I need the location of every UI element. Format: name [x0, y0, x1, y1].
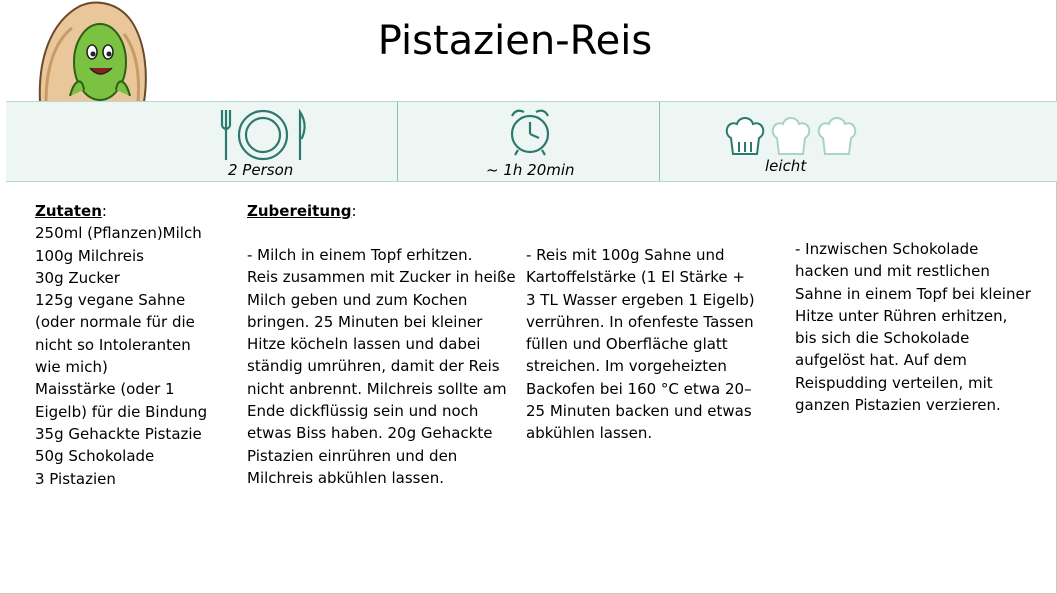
- step-line: verrühren. In ofenfeste Tassen: [526, 312, 754, 331]
- time-label: ~ 1h 20min: [486, 161, 575, 179]
- step-line: Pistazien einrühren und den: [247, 446, 458, 465]
- plate-cutlery-icon: [218, 108, 308, 162]
- step-line: ganzen Pistazien verzieren.: [795, 396, 1001, 415]
- step-line: Reispudding verteilen, mit: [795, 373, 993, 392]
- step-line: etwas Biss haben. 20g Gehackte: [247, 424, 493, 443]
- step-line: 3 TL Wasser ergeben 1 Eigelb): [526, 290, 755, 309]
- step-line: füllen und Oberfläche glatt: [526, 335, 728, 354]
- ingredient-item: 35g Gehackte Pistazie: [35, 424, 202, 443]
- ingredient-item: 30g Zucker: [35, 268, 120, 287]
- divider: [659, 102, 660, 181]
- divider: [397, 102, 398, 181]
- step-line: nicht anbrennt. Milchreis sollte am: [247, 379, 507, 398]
- info-band: [6, 101, 1057, 182]
- step-line: - Milch in einem Topf erhitzen.: [247, 246, 473, 264]
- ingredients-heading: Zutaten:: [35, 202, 107, 220]
- ingredient-item: 3 Pistazien: [35, 469, 116, 488]
- preparation-step-3: [795, 238, 1031, 416]
- step-line: Milchreis abkühlen lassen.: [247, 468, 444, 487]
- ingredient-item: wie mich): [35, 358, 108, 377]
- step-line: - Reis mit 100g Sahne und: [526, 246, 725, 264]
- preparation-heading: Zubereitung:: [247, 202, 357, 220]
- step-line: Ende dickflüssig sein und noch: [247, 402, 479, 421]
- difficulty-label: leicht: [765, 157, 807, 175]
- ingredients-column: [35, 200, 207, 490]
- ingredient-item: 100g Milchreis: [35, 246, 144, 265]
- step-line: Sahne in einem Topf bei kleiner: [795, 284, 1031, 303]
- step-line: abkühlen lassen.: [526, 424, 653, 443]
- step-line: 25 Minuten backen und etwas: [526, 402, 752, 421]
- page-title: Pistazien-Reis: [377, 18, 653, 64]
- step-line: bringen. 25 Minuten bei kleiner: [247, 312, 483, 331]
- step-line: Milch geben und zum Kochen: [247, 290, 468, 309]
- ingredient-item: 125g vegane Sahne: [35, 291, 186, 310]
- step-line: Kartoffelstärke (1 El Stärke +: [526, 268, 745, 287]
- step-line: Backofen bei 160 °C etwa 20–: [526, 379, 752, 398]
- ingredient-item: nicht so Intoleranten: [35, 335, 191, 354]
- step-line: - Inzwischen Schokolade: [795, 240, 979, 258]
- ingredient-item: Maisstärke (oder 1: [35, 380, 175, 399]
- ingredient-item: (oder normale für die: [35, 313, 195, 332]
- step-line: hacken und mit restlichen: [795, 262, 990, 281]
- step-line: aufgelöst hat. Auf dem: [795, 351, 967, 370]
- step-line: Reis zusammen mit Zucker in heiße: [247, 268, 516, 287]
- preparation-step-2: [526, 244, 755, 445]
- step-line: ständig umrühren, damit der Reis: [247, 357, 500, 376]
- chef-hat-icon: [725, 116, 863, 156]
- servings-label: 2 Person: [228, 161, 294, 179]
- preparation-step-1: [247, 244, 516, 489]
- ingredient-item: Eigelb) für die Bindung: [35, 402, 208, 421]
- step-line: bis sich die Schokolade: [795, 329, 970, 348]
- ingredient-item: 50g Schokolade: [35, 447, 155, 466]
- step-line: Hitze köcheln lassen und dabei: [247, 335, 481, 354]
- ingredient-item: 250ml (Pflanzen)Milch: [35, 224, 202, 243]
- step-line: Hitze unter Rühren erhitzen,: [795, 306, 1008, 325]
- alarm-clock-icon: [506, 106, 554, 156]
- step-line: streichen. Im vorgeheizten: [526, 357, 727, 376]
